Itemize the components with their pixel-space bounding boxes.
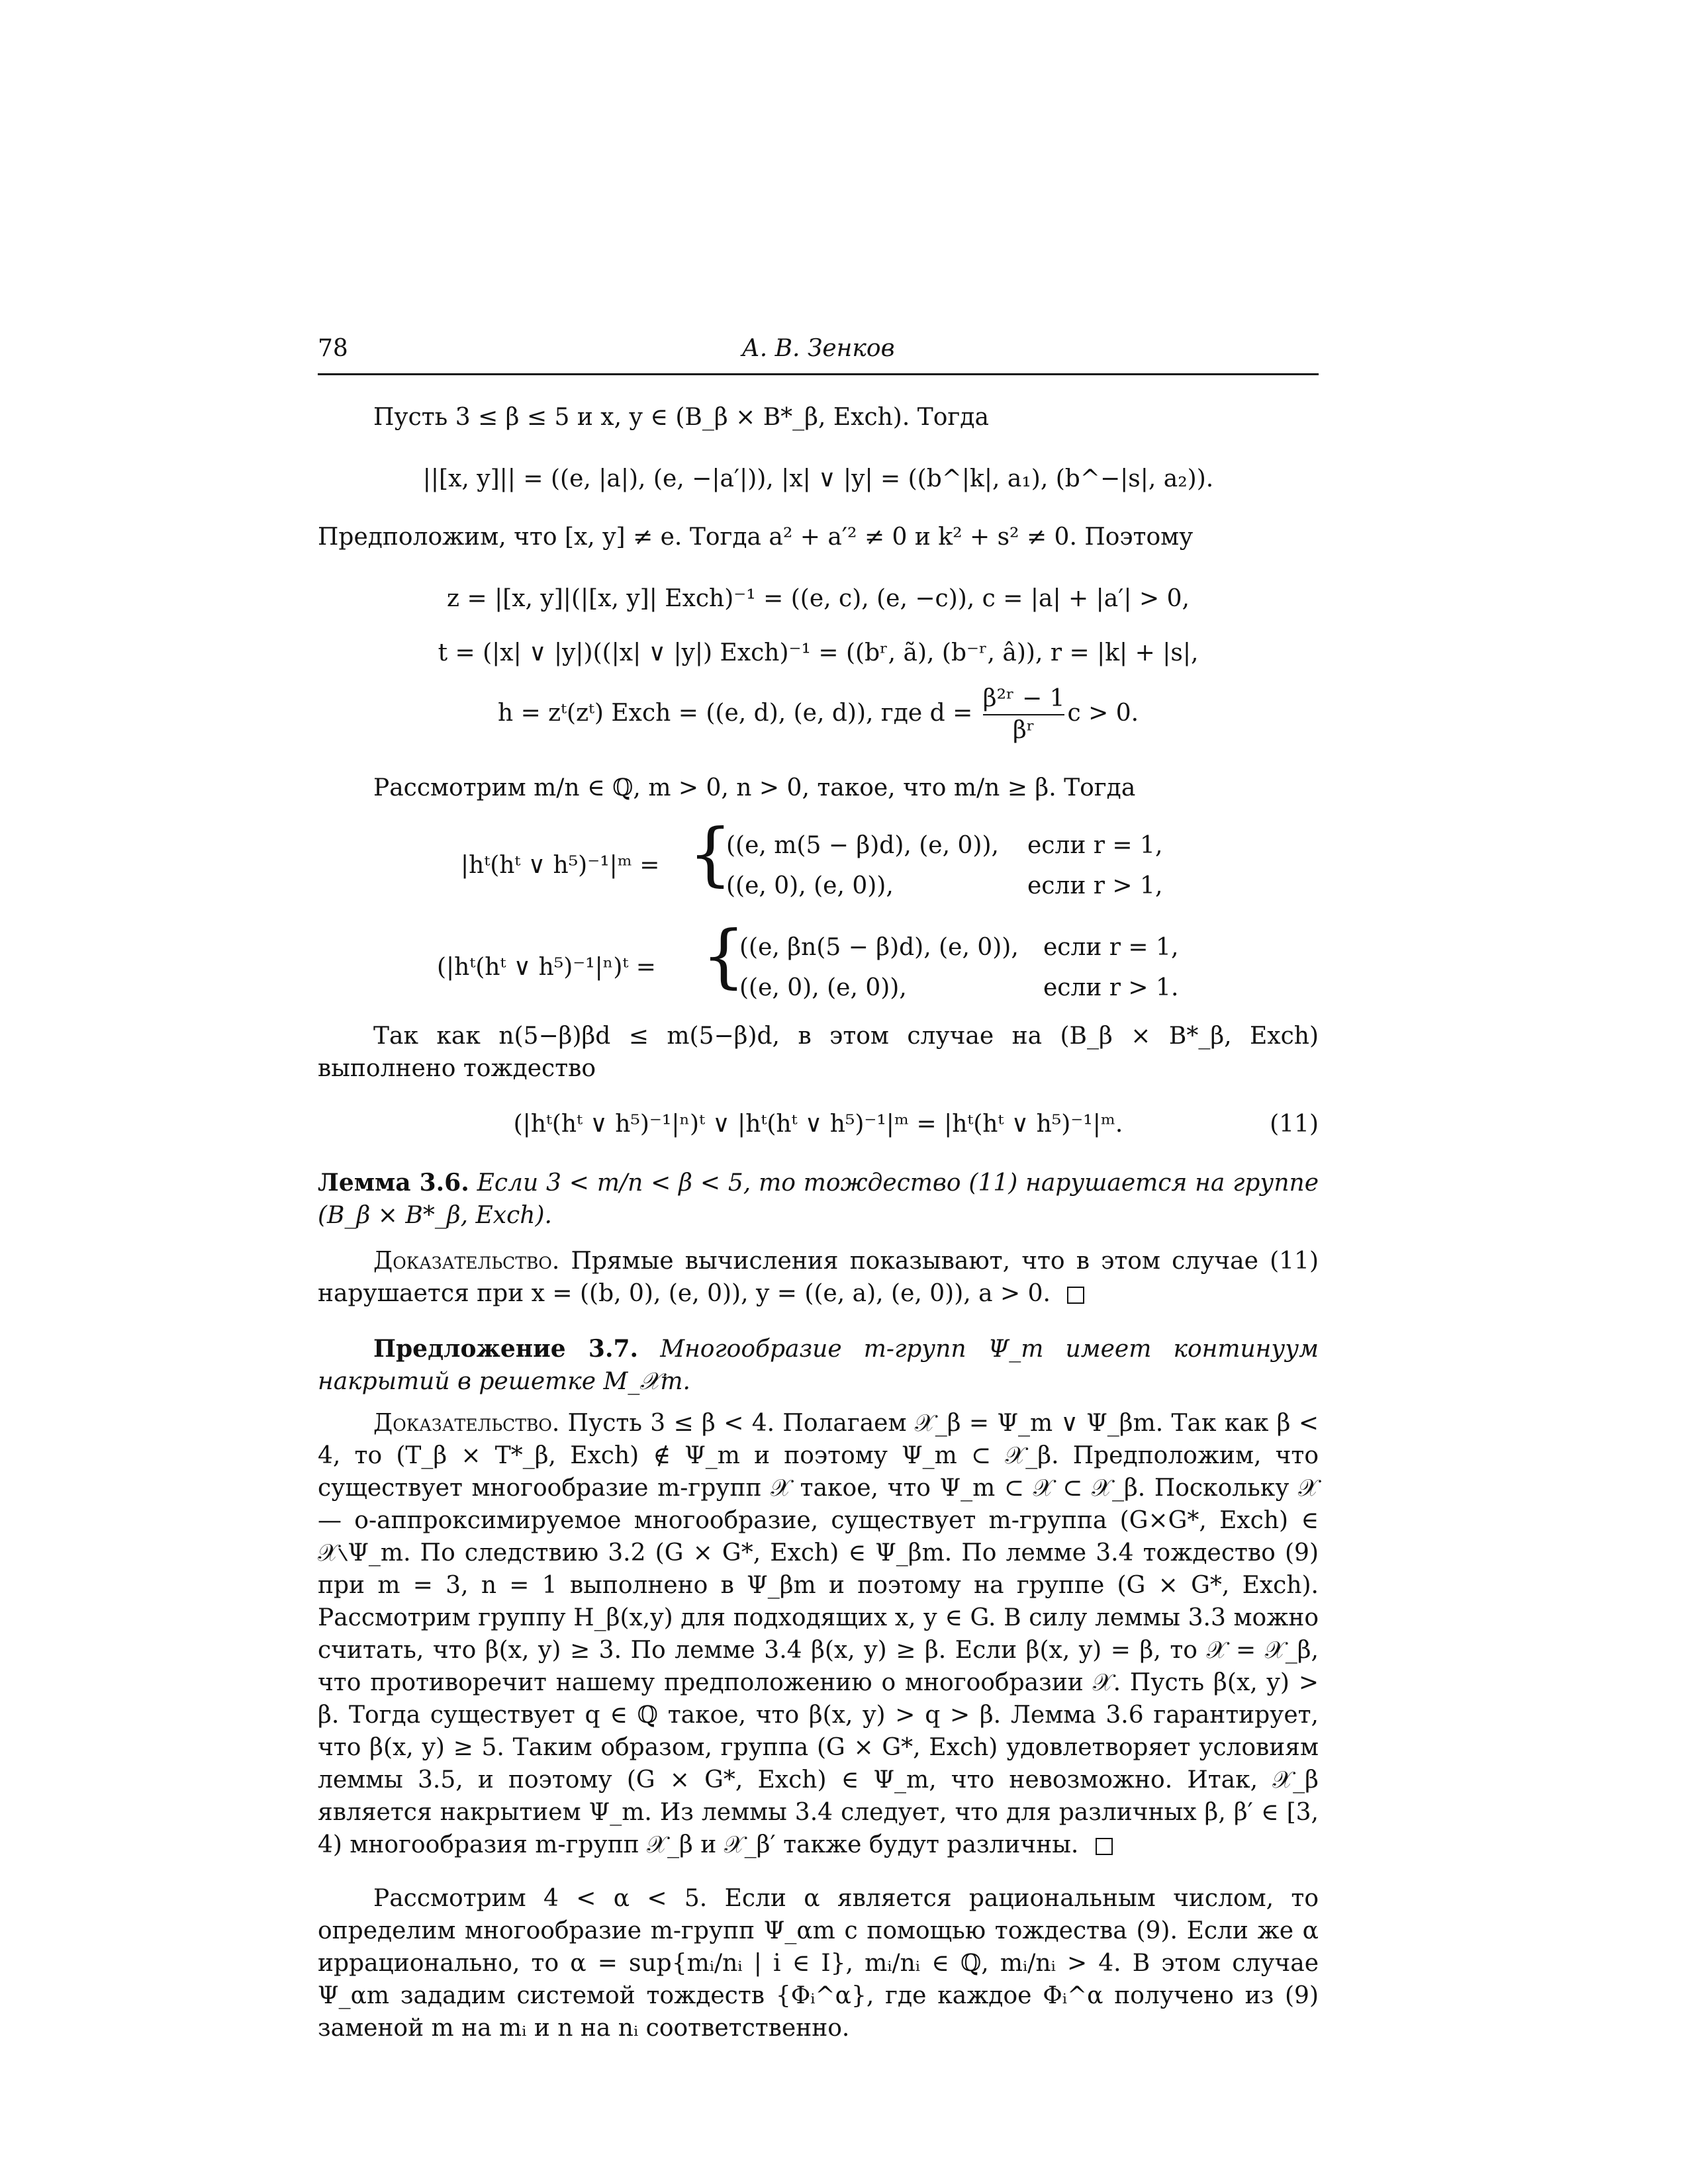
equation-commutator: ||[x, y]|| = ((e, |a|), (e, −|a′|)), |x| ∨ |y| = ((b^|k|, a₁), (b^−|s|, a₂)). — [422, 465, 1214, 492]
qed-square-icon — [1067, 1287, 1084, 1304]
page-number: 78 — [318, 335, 348, 362]
equation-h-left: h = zᵗ(zᵗ) Exch = ((e, d), (e, d)), где d = — [497, 700, 973, 727]
lemma-3-6 — [318, 1167, 1319, 1232]
case1-brace: { — [688, 813, 733, 894]
case1-cond2: если r > 1, — [1027, 872, 1163, 899]
proof-lemma — [318, 1245, 1319, 1310]
proof-text-2: Пусть 3 ≤ β < 4. Полагаем 𝒳_β = Ψ_m ∨ Ψ_βm. Так как β < 4, то (T_β × T*_β, Exch) ∉ Ψ_m и поэтому Ψ_m ⊂ 𝒳_β. Предположим, что существует многообразие m-групп 𝒳 такое, что Ψ_m ⊂ 𝒳 ⊂ 𝒳_β. Поскольку 𝒳 — o-аппроксимируемое многообразие, существует m-группа (G×G*, Exch) ∈ 𝒳∖Ψ_m. По следствию 3.2 (G × G*, Exch) ∈ Ψ_βm. По лемме 3.4 тождество (9) при m = 3, n = 1 выполнено в Ψ_βm и поэтому на группе (G × G*, Exch). Рассмотрим группу H_β(x,y) для подходящих x, y ∈ G. В силу леммы 3.3 можно считать, что β(x, y) ≥ 3. По лемме 3.4 β(x, y) ≥ β. Если β(x, y) = β, то 𝒳 = 𝒳_β, что противоречит нашему предположению о многообразии 𝒳. Пусть β(x, y) > β. Тогда существует q ∈ ℚ такое, что β(x, y) > q > β. Лемма 3.6 гарантирует, что β(x, y) ≥ 5. Таким образом, группа (G × G*, Exch) удовлетворяет условиям леммы 3.5, и поэтому (G × G*, Exch) ∈ Ψ_m, что невозможно. Итак, 𝒳_β является накрытием Ψ_m. Из леммы 3.4 следует, что для различных β, β′ ∈ [3, 4) многообразия m-групп 𝒳_β и 𝒳_β′ также будут различны. — [318, 1410, 1319, 1858]
paragraph-intro: Пусть 3 ≤ β ≤ 5 и x, y ∈ (B_β × B*_β, Exch). Тогда — [373, 404, 989, 431]
lemma-statement: Если 3 < m/n < β < 5, то тождество (11) нарушается на группе (B_β × B*_β, Exch). — [318, 1169, 1319, 1229]
case2-brace: { — [702, 915, 746, 996]
equation-number-11: (11) — [1270, 1111, 1319, 1138]
equation-h-right: c > 0. — [1067, 700, 1139, 727]
case2-lhs: (|hᵗ(hᵗ ∨ h⁵)⁻¹|ⁿ)ᵗ = — [437, 954, 656, 981]
case1-row2: ((e, 0), (e, 0)), — [726, 872, 894, 899]
paragraph-consider: Рассмотрим m/n ∈ ℚ, m > 0, n > 0, такое, что m/n ≥ β. Тогда — [373, 774, 1136, 801]
paragraph-since: Так как n(5−β)βd ≤ m(5−β)d, в этом случае на (B_β × B*_β, Exch) выполнено тождество — [318, 1023, 1319, 1082]
equation-11-body: (|hᵗ(hᵗ ∨ h⁵)⁻¹|ⁿ)ᵗ ∨ |hᵗ(hᵗ ∨ h⁵)⁻¹|ᵐ = |hᵗ(hᵗ ∨ h⁵)⁻¹|ᵐ. — [513, 1111, 1123, 1138]
case1-row1: ((e, m(5 − β)d), (e, 0)), — [726, 832, 999, 859]
equation-t: t = (|x| ∨ |y|)((|x| ∨ |y|) Exch)⁻¹ = ((bʳ, ã), (b⁻ʳ, â)), r = |k| + |s|, — [438, 639, 1199, 666]
proposition-statement: Многообразие m-групп Ψ_m имеет континуум накрытий в решетке M_𝒳m. — [318, 1336, 1319, 1395]
page-header — [318, 335, 1319, 375]
case2-cond1: если r = 1, — [1043, 934, 1179, 961]
lemma-label: Лемма 3.6. — [318, 1169, 469, 1197]
proof-text: Прямые вычисления показывают, что в этом случае (11) нарушается при x = ((b, 0), (e, 0)), y = ((e, a), (e, 0)), a > 0. — [318, 1248, 1319, 1307]
proof-label-2: Доказательство. — [373, 1410, 560, 1437]
case1-lhs: |hᵗ(hᵗ ∨ h⁵)⁻¹|ᵐ = — [461, 852, 660, 879]
equation-h — [318, 684, 1319, 746]
case1-cond1: если r = 1, — [1027, 832, 1163, 859]
fraction-numerator: β²ʳ − 1 — [983, 684, 1065, 715]
paragraph-assumption: Предположим, что [x, y] ≠ e. Тогда a² + a′² ≠ 0 и k² + s² ≠ 0. Поэтому — [318, 523, 1194, 551]
proposition-3-7 — [318, 1333, 1319, 1398]
case2-row2: ((e, 0), (e, 0)), — [739, 974, 907, 1001]
case2-row1: ((e, βn(5 − β)d), (e, 0)), — [739, 934, 1019, 961]
proposition-label: Предложение 3.7. — [373, 1335, 639, 1363]
equation-11 — [318, 1108, 1319, 1140]
proof-proposition — [318, 1407, 1319, 1861]
paragraph-alpha: Рассмотрим 4 < α < 5. Если α является рациональным числом, то определим многообразие m-групп Ψ_αm с помощью тождества (9). Если же α иррационально, то α = sup{mᵢ/nᵢ | i ∈ I}, mᵢ/nᵢ ∈ ℚ, mᵢ/nᵢ > 4. В этом случае Ψ_αm зададим системой тождеств {Φᵢ^α}, где каждое Φᵢ^α получено из (9) заменой m на mᵢ и n на nᵢ соответственно. — [318, 1885, 1319, 2042]
proof-label: Доказательство. — [373, 1248, 560, 1275]
header-rule — [318, 373, 1319, 375]
case2-cond2: если r > 1. — [1043, 974, 1179, 1001]
qed-square-icon — [1096, 1838, 1113, 1855]
fraction-denominator: βʳ — [1012, 717, 1035, 744]
equation-h-fraction — [983, 684, 1065, 746]
equation-z: z = |[x, y]|(|[x, y]| Exch)⁻¹ = ((e, c), (e, −c)), c = |a| + |a′| > 0, — [447, 585, 1190, 612]
running-title: А. В. Зенков — [741, 335, 895, 362]
page — [318, 0, 1319, 2184]
